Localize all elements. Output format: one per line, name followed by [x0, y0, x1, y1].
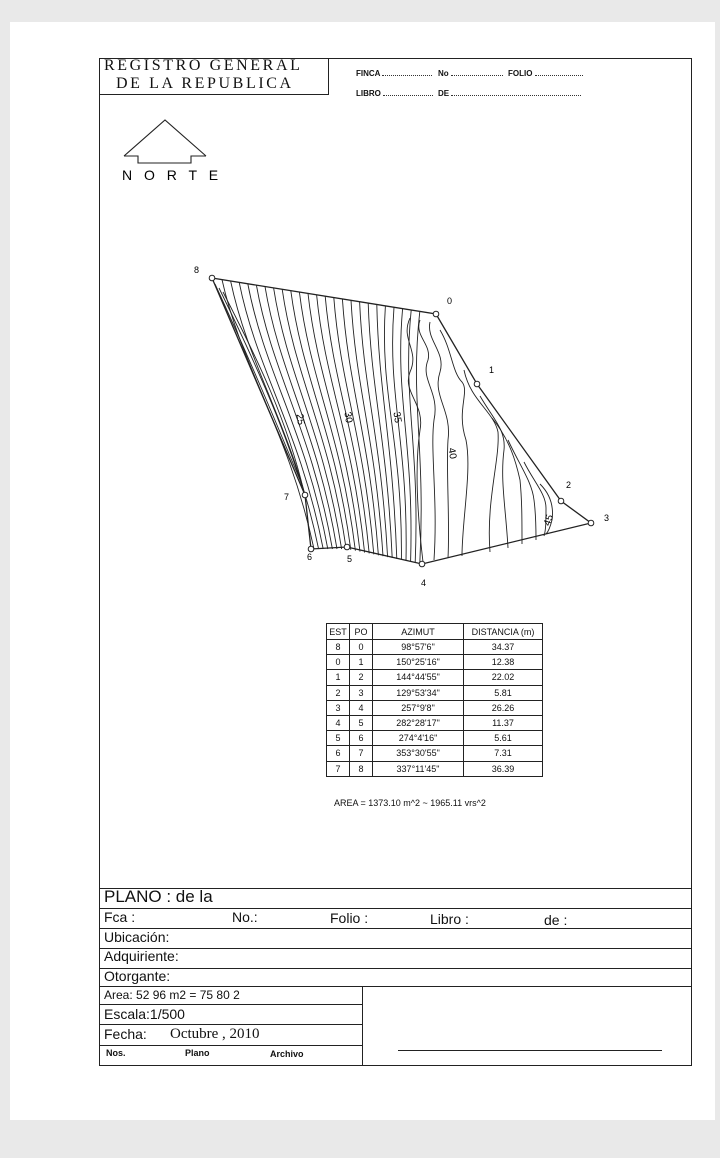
table-cell: 353°30'55"	[373, 746, 464, 761]
fecha-value: Octubre , 2010	[170, 1026, 260, 1042]
table-row	[327, 655, 543, 670]
table-cell: 26.26	[464, 700, 543, 715]
fca-label: Fca :	[104, 909, 136, 925]
table-cell: 22.02	[464, 670, 543, 685]
fecha-label: Fecha:	[104, 1026, 147, 1042]
table-cell: 34.37	[464, 640, 543, 655]
table-header-row	[327, 624, 543, 640]
folio-field: FOLIO	[508, 69, 583, 78]
area-summary: AREA = 1373.10 m^2 ~ 1965.11 vrs^2	[334, 798, 486, 808]
signature-line	[398, 1050, 662, 1051]
table-cell: 36.39	[464, 761, 543, 776]
table-row	[327, 700, 543, 715]
vertex-marker	[344, 544, 350, 550]
survey-table	[326, 623, 543, 777]
table-row	[327, 731, 543, 746]
contour-line	[429, 322, 448, 558]
table-cell: 3	[350, 685, 373, 700]
finca-field: FINCA	[356, 69, 432, 78]
adquiriente-label: Adquiriente:	[104, 948, 179, 964]
table-cell: 129°53'34"	[373, 685, 464, 700]
nos-label: Nos.	[106, 1048, 126, 1058]
table-cell: 150°25'16"	[373, 655, 464, 670]
registry-title-line1: REGISTRO GENERAL	[104, 57, 303, 74]
table-row	[327, 746, 543, 761]
table-cell: 2	[350, 670, 373, 685]
title-block-divider	[99, 968, 692, 969]
table-cell: 144°44'55"	[373, 670, 464, 685]
no-label: No.:	[232, 909, 258, 925]
north-label: N O R T E	[122, 167, 223, 183]
contour-line	[360, 302, 388, 557]
table-cell: 8	[350, 761, 373, 776]
table-cell: 5	[350, 715, 373, 730]
plano-title: PLANO : de la	[104, 887, 213, 906]
table-cell: 7	[327, 761, 350, 776]
contour-line	[325, 296, 369, 553]
table-cell: 1	[350, 655, 373, 670]
vertex-marker	[474, 381, 480, 387]
vertex-marker	[588, 520, 594, 526]
vertex-label: 3	[604, 513, 610, 523]
table-cell: 282°28'17"	[373, 715, 464, 730]
table-cell: 7	[350, 746, 373, 761]
table-cell: 6	[327, 746, 350, 761]
contour-label-25: 25	[293, 413, 307, 426]
table-row	[327, 685, 543, 700]
table-cell: 98°57'6"	[373, 640, 464, 655]
ubicacion-label: Ubicación:	[104, 929, 170, 945]
title-block-divider	[99, 986, 692, 987]
vertex-label: 6	[307, 552, 313, 562]
folio-label: Folio :	[330, 910, 369, 926]
table-cell: 5	[327, 731, 350, 746]
vertex-label: 1	[489, 365, 495, 375]
table-cell: 257°9'8"	[373, 700, 464, 715]
vertex-marker	[308, 546, 314, 552]
title-block-divider	[99, 1004, 362, 1005]
escala-field: Escala:1/500	[104, 1006, 185, 1022]
contour-line	[239, 282, 323, 549]
title-block-divider	[99, 928, 692, 929]
vertex-label: 0	[447, 296, 453, 306]
table-cell: 274°4'16"	[373, 731, 464, 746]
column-header-distancia: DISTANCIA (m)	[464, 624, 543, 640]
contour-line	[274, 288, 342, 549]
vertex-marker	[558, 498, 564, 504]
contour-lines	[215, 280, 553, 564]
vertex-marker	[419, 561, 425, 567]
table-cell: 6	[350, 731, 373, 746]
vertex-label: 5	[347, 554, 353, 564]
table-cell: 11.37	[464, 715, 543, 730]
table-row	[327, 715, 543, 730]
table-cell: 1	[327, 670, 350, 685]
title-block-vertical-divider	[362, 986, 363, 1066]
contour-label-40: 40	[445, 447, 459, 460]
vertex-label: 4	[421, 578, 427, 588]
contour-label-30: 30	[341, 411, 355, 424]
column-header-po: PO	[350, 624, 373, 640]
title-block-divider	[99, 948, 692, 949]
archivo-label: Archivo	[270, 1049, 304, 1059]
registry-title-line2: DE LA REPUBLICA	[116, 75, 294, 92]
title-block-divider	[99, 1024, 362, 1025]
table-cell: 4	[350, 700, 373, 715]
title-block-divider	[99, 908, 692, 909]
no-field: No	[438, 69, 503, 78]
table-cell: 0	[350, 640, 373, 655]
column-header-est: EST	[327, 624, 350, 640]
libro-label: Libro :	[430, 911, 469, 927]
contour-line	[308, 293, 360, 551]
vertex-label: 7	[284, 492, 290, 502]
table-cell: 5.61	[464, 731, 543, 746]
contour-label-45: 45	[541, 513, 557, 528]
contour-line	[248, 284, 328, 549]
vertex-label: 2	[566, 480, 572, 490]
table-cell: 2	[327, 685, 350, 700]
title-block-divider	[99, 1045, 362, 1046]
contour-line	[440, 330, 468, 556]
table-cell: 7.31	[464, 746, 543, 761]
vertex-marker	[302, 492, 308, 498]
libro-field: LIBRO	[356, 89, 433, 98]
contour-line	[409, 310, 416, 563]
contour-line	[480, 396, 508, 548]
table-cell: 12.38	[464, 655, 543, 670]
north-arrow-icon	[124, 120, 206, 163]
table-row	[327, 640, 543, 655]
plano-small-label: Plano	[185, 1048, 210, 1058]
table-cell: 8	[327, 640, 350, 655]
table-row	[327, 670, 543, 685]
table-cell: 4	[327, 715, 350, 730]
vertex-marker	[433, 311, 439, 317]
contour-line	[492, 418, 522, 544]
table-cell: 0	[327, 655, 350, 670]
column-header-azimut: AZIMUT	[373, 624, 464, 640]
de-label: de :	[544, 912, 568, 928]
vertex-marker	[209, 275, 215, 281]
table-cell: 337°11'45"	[373, 761, 464, 776]
contour-label-35: 35	[390, 411, 404, 424]
vertex-label: 8	[194, 265, 200, 275]
table-cell: 3	[327, 700, 350, 715]
table-cell: 5.81	[464, 685, 543, 700]
table-row	[327, 761, 543, 776]
area-field: Area: 52 96 m2 = 75 80 2	[104, 988, 240, 1002]
otorgante-label: Otorgante:	[104, 968, 171, 984]
de-field: DE	[438, 89, 581, 98]
